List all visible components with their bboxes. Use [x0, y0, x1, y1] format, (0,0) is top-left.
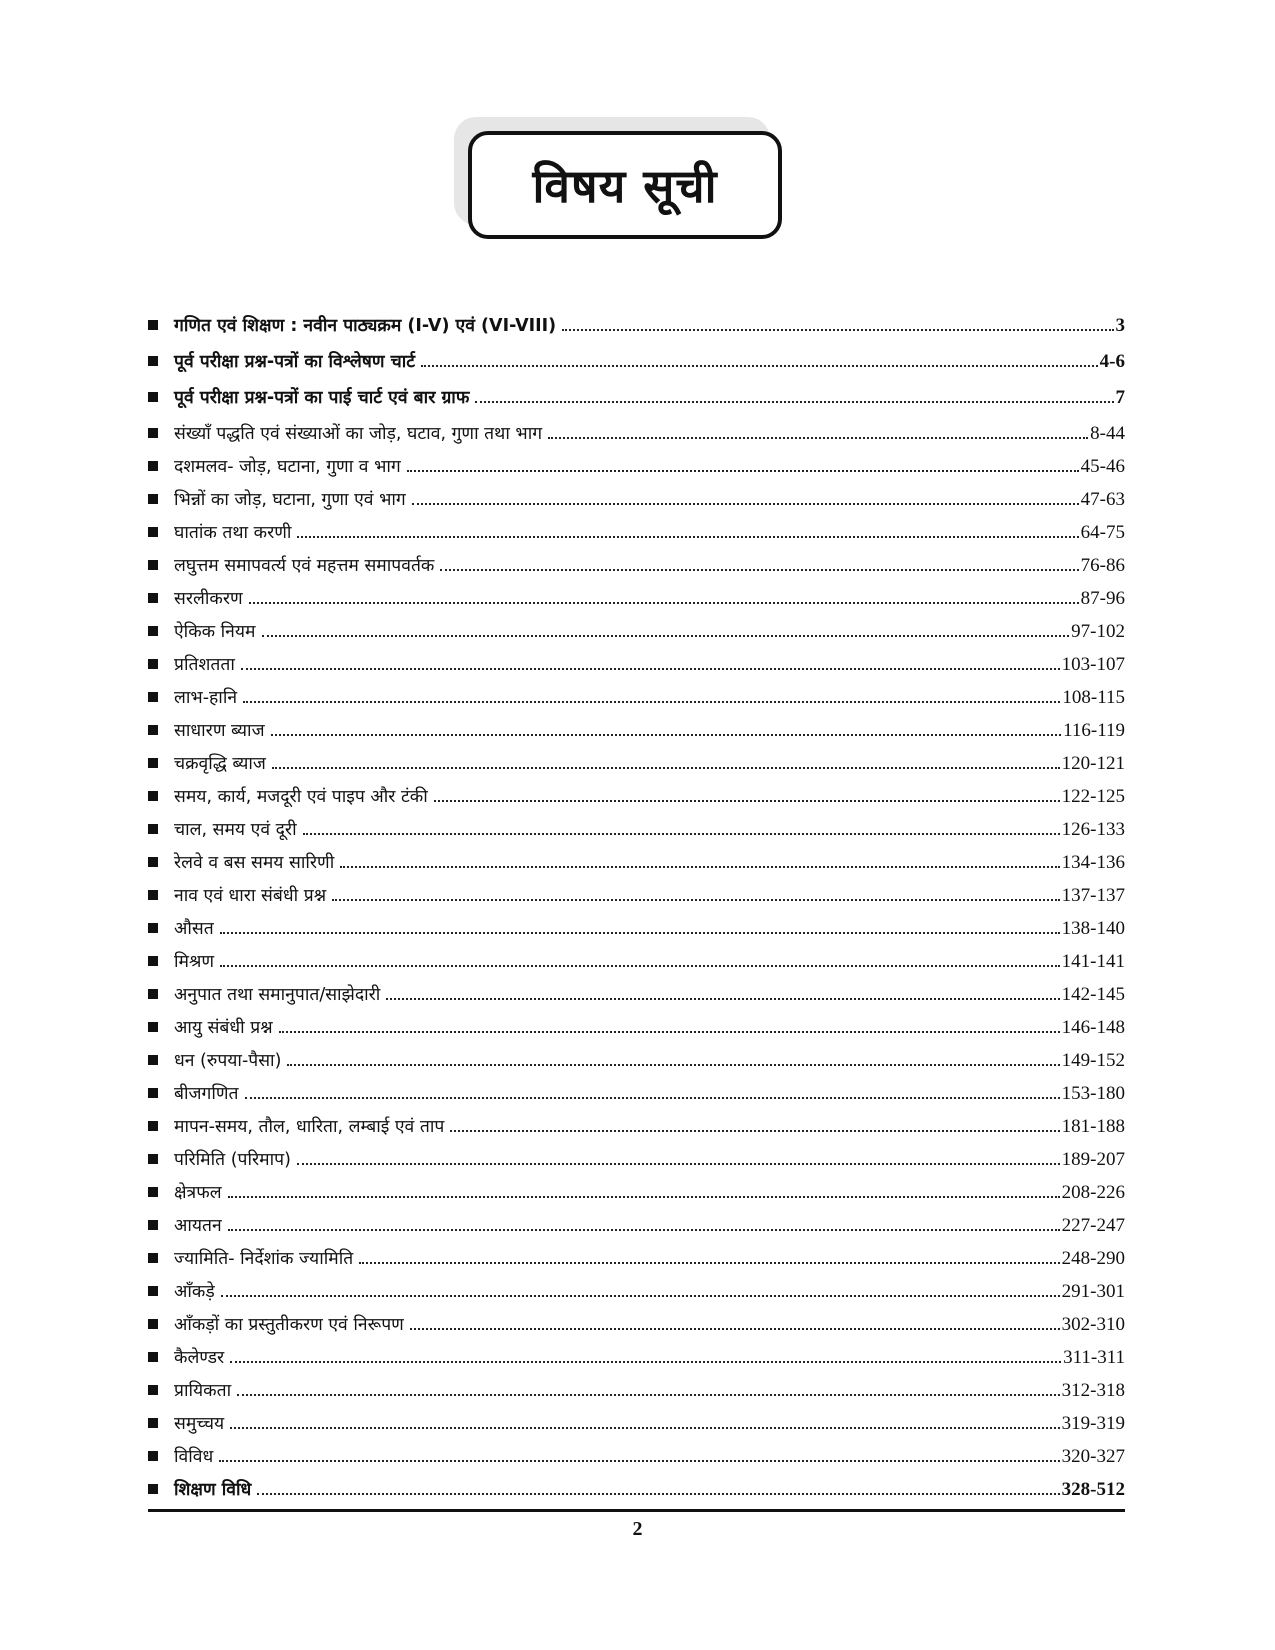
toc-entry-title: पूर्व परीक्षा प्रश्न-पत्रों का विश्लेषण चार्ट — [174, 352, 416, 372]
toc-entry-pages: 149-152 — [1061, 1050, 1125, 1071]
square-bullet-icon — [148, 560, 158, 570]
toc-entry[interactable] — [148, 1015, 1125, 1048]
dot-leader — [562, 329, 1113, 331]
toc-entry-title: परिमिति (परिमाप) — [174, 1150, 291, 1170]
table-of-contents — [148, 313, 1125, 1513]
page-title: विषय सूची — [532, 159, 718, 213]
toc-entry-title: बीजगणित — [174, 1084, 239, 1104]
toc-entry-pages: 320-327 — [1061, 1446, 1125, 1467]
toc-entry[interactable] — [148, 850, 1125, 883]
square-bullet-icon — [148, 989, 158, 999]
toc-entry-title: घातांक तथा करणी — [174, 523, 292, 543]
dot-leader — [297, 1163, 1060, 1165]
toc-entry-pages: 146-148 — [1061, 1017, 1125, 1038]
toc-entry-pages: 47-63 — [1080, 489, 1125, 510]
toc-entry[interactable] — [148, 652, 1125, 685]
dot-leader — [303, 833, 1060, 835]
square-bullet-icon — [148, 890, 158, 900]
toc-entry-title: प्रतिशतता — [174, 655, 235, 675]
square-bullet-icon — [148, 527, 158, 537]
toc-entry[interactable] — [148, 982, 1125, 1015]
toc-entry-title: चक्रवृद्धि ब्याज — [174, 754, 266, 774]
dot-leader — [412, 503, 1079, 505]
toc-entry-title: शिक्षण विधि — [174, 1480, 252, 1500]
toc-entry[interactable] — [148, 1213, 1125, 1246]
dot-leader — [230, 1427, 1060, 1429]
toc-entry-title: दशमलव- जोड़, घटाना, गुणा व भाग — [174, 457, 401, 477]
toc-entry-pages: 97-102 — [1071, 621, 1125, 642]
square-bullet-icon — [148, 1352, 158, 1362]
toc-entry-pages: 189-207 — [1061, 1149, 1125, 1170]
dot-leader — [219, 1460, 1059, 1462]
toc-entry-pages: 8-44 — [1090, 423, 1125, 444]
toc-entry-pages: 208-226 — [1061, 1182, 1125, 1203]
dot-leader — [340, 866, 1059, 868]
toc-entry[interactable] — [148, 751, 1125, 784]
footer-rule — [148, 1509, 1125, 1512]
square-bullet-icon — [148, 461, 158, 471]
dot-leader — [271, 734, 1062, 736]
square-bullet-icon — [148, 1418, 158, 1428]
toc-entry-title: नाव एवं धारा संबंधी प्रश्न — [174, 886, 327, 906]
toc-entry-title: क्षेत्रफल — [174, 1183, 222, 1203]
dot-leader — [228, 1196, 1060, 1198]
toc-entry-title: गणित एवं शिक्षण : नवीन पाठ्यक्रम (I-V) एवं (VI-VIII) — [174, 316, 557, 336]
square-bullet-icon — [148, 1121, 158, 1131]
square-bullet-icon — [148, 1385, 158, 1395]
square-bullet-icon — [148, 1253, 158, 1263]
square-bullet-icon — [148, 1022, 158, 1032]
toc-entry-pages: 120-121 — [1061, 753, 1125, 774]
toc-entry-pages: 302-310 — [1061, 1314, 1125, 1335]
toc-entry[interactable] — [148, 421, 1125, 454]
toc-entry-title: पूर्व परीक्षा प्रश्न-पत्रों का पाई चार्ट एवं बार ग्राफ — [174, 388, 470, 408]
toc-entry-pages: 153-180 — [1061, 1083, 1125, 1104]
square-bullet-icon — [148, 1055, 158, 1065]
toc-entry[interactable] — [148, 520, 1125, 553]
square-bullet-icon — [148, 824, 158, 834]
toc-entry-title: आँकड़े — [174, 1282, 215, 1302]
dot-leader — [262, 635, 1070, 637]
toc-entry[interactable] — [148, 313, 1125, 349]
toc-entry-pages: 7 — [1115, 387, 1125, 408]
title-badge — [454, 117, 794, 245]
dot-leader — [220, 932, 1060, 934]
toc-entry-title: लघुत्तम समापवर्त्य एवं महत्तम समापवर्तक — [174, 556, 435, 576]
dot-leader — [297, 536, 1078, 538]
toc-entry-title: समुच्चय — [174, 1414, 225, 1434]
toc-entry[interactable] — [148, 718, 1125, 751]
toc-entry-pages: 134-136 — [1061, 852, 1125, 873]
square-bullet-icon — [148, 692, 158, 702]
square-bullet-icon — [148, 593, 158, 603]
toc-entry[interactable] — [148, 685, 1125, 718]
toc-entry-title: मापन-समय, तौल, धारिता, लम्बाई एवं ताप — [174, 1117, 445, 1137]
toc-entry[interactable] — [148, 1246, 1125, 1279]
toc-entry[interactable] — [148, 1345, 1125, 1378]
dot-leader — [220, 965, 1060, 967]
toc-entry-pages: 122-125 — [1061, 786, 1125, 807]
square-bullet-icon — [148, 956, 158, 966]
dot-leader — [249, 602, 1079, 604]
dot-leader — [421, 365, 1098, 367]
toc-entry[interactable] — [148, 454, 1125, 487]
title-box — [468, 131, 782, 239]
toc-entry[interactable] — [148, 883, 1125, 916]
square-bullet-icon — [148, 1286, 158, 1296]
toc-entry-title: भिन्नों का जोड़, घटाना, गुणा एवं भाग — [174, 490, 406, 510]
toc-entry-title: मिश्रण — [174, 952, 215, 972]
square-bullet-icon — [148, 428, 158, 438]
square-bullet-icon — [148, 1187, 158, 1197]
square-bullet-icon — [148, 758, 158, 768]
toc-entry-pages: 45-46 — [1080, 456, 1125, 477]
square-bullet-icon — [148, 356, 158, 366]
toc-entry-pages: 142-145 — [1061, 984, 1125, 1005]
toc-entry-title: आँकड़ों का प्रस्तुतीकरण एवं निरूपण — [174, 1315, 404, 1335]
toc-entry-title: प्रायिकता — [174, 1381, 232, 1401]
toc-entry[interactable] — [148, 1411, 1125, 1444]
dot-leader — [548, 437, 1088, 439]
square-bullet-icon — [148, 392, 158, 402]
toc-entry-title: धन (रुपया-पैसा) — [174, 1051, 282, 1071]
toc-entry-title: ज्यामिति- निर्देशांक ज्यामिति — [174, 1249, 354, 1269]
toc-entry-pages: 64-75 — [1080, 522, 1125, 543]
toc-entry-title: अनुपात तथा समानुपात/साझेदारी — [174, 985, 381, 1005]
toc-entry[interactable] — [148, 1147, 1125, 1180]
toc-entry-title: आयु संबंधी प्रश्न — [174, 1018, 273, 1038]
page-number: 2 — [632, 1518, 643, 1540]
toc-entry[interactable] — [148, 1114, 1125, 1147]
dot-leader — [221, 1295, 1060, 1297]
toc-entry[interactable] — [148, 1048, 1125, 1081]
square-bullet-icon — [148, 494, 158, 504]
toc-entry[interactable] — [148, 1378, 1125, 1411]
toc-entry-pages: 328-512 — [1061, 1479, 1125, 1500]
toc-entry-title: औसत — [174, 919, 214, 939]
toc-entry[interactable] — [148, 1477, 1125, 1513]
toc-entry[interactable] — [148, 586, 1125, 619]
dot-leader — [434, 800, 1060, 802]
square-bullet-icon — [148, 1319, 158, 1329]
toc-entry-pages: 312-318 — [1061, 1380, 1125, 1401]
toc-entry-pages: 76-86 — [1080, 555, 1125, 576]
toc-entry[interactable] — [148, 817, 1125, 850]
dot-leader — [228, 1229, 1060, 1231]
toc-entry-pages: 291-301 — [1061, 1281, 1125, 1302]
dot-leader — [287, 1064, 1059, 1066]
toc-entry[interactable] — [148, 553, 1125, 586]
dot-leader — [407, 470, 1079, 472]
toc-entry-title: कैलेण्डर — [174, 1348, 225, 1368]
toc-entry-title: विविध — [174, 1447, 214, 1467]
toc-entry-pages: 116-119 — [1063, 720, 1125, 741]
square-bullet-icon — [148, 791, 158, 801]
toc-entry-pages: 87-96 — [1080, 588, 1125, 609]
toc-entry-pages: 141-141 — [1061, 951, 1125, 972]
toc-entry[interactable] — [148, 784, 1125, 817]
dot-leader — [243, 701, 1060, 703]
square-bullet-icon — [148, 1451, 158, 1461]
toc-entry-title: सरलीकरण — [174, 589, 243, 609]
toc-entry-title: आयतन — [174, 1216, 222, 1236]
toc-entry-pages: 181-188 — [1061, 1116, 1125, 1137]
toc-entry-title: ऐकिक नियम — [174, 622, 256, 642]
square-bullet-icon — [148, 659, 158, 669]
dot-leader — [475, 401, 1113, 403]
square-bullet-icon — [148, 725, 158, 735]
toc-entry-title: लाभ-हानि — [174, 688, 238, 708]
toc-entry-pages: 311-311 — [1063, 1347, 1125, 1368]
dot-leader — [359, 1262, 1059, 1264]
toc-entry-title: साधारण ब्याज — [174, 721, 265, 741]
dot-leader — [237, 1394, 1060, 1396]
toc-entry-pages: 138-140 — [1061, 918, 1125, 939]
toc-entry[interactable] — [148, 349, 1125, 385]
toc-entry-title: समय, कार्य, मजदूरी एवं पाइप और टंकी — [174, 787, 428, 807]
dot-leader — [332, 899, 1060, 901]
toc-entry[interactable] — [148, 916, 1125, 949]
square-bullet-icon — [148, 1220, 158, 1230]
dot-leader — [440, 569, 1078, 571]
toc-entry-pages: 319-319 — [1061, 1413, 1125, 1434]
toc-entry[interactable] — [148, 385, 1125, 421]
square-bullet-icon — [148, 320, 158, 330]
square-bullet-icon — [148, 1088, 158, 1098]
dot-leader — [257, 1493, 1059, 1495]
toc-entry[interactable] — [148, 1180, 1125, 1213]
toc-entry-title: रेलवे व बस समय सारिणी — [174, 853, 335, 873]
toc-entry[interactable] — [148, 487, 1125, 520]
toc-entry-pages: 248-290 — [1061, 1248, 1125, 1269]
dot-leader — [279, 1031, 1060, 1033]
dot-leader — [241, 668, 1060, 670]
dot-leader — [230, 1361, 1061, 1363]
toc-entry[interactable] — [148, 949, 1125, 982]
toc-entry-pages: 3 — [1115, 315, 1125, 336]
toc-entry-pages: 126-133 — [1061, 819, 1125, 840]
toc-entry[interactable] — [148, 1279, 1125, 1312]
square-bullet-icon — [148, 626, 158, 636]
toc-entry[interactable] — [148, 1081, 1125, 1114]
toc-entry-pages: 4-6 — [1099, 351, 1125, 372]
toc-entry-title: संख्याँ पद्धति एवं संख्याओं का जोड़, घटाव, गुणा तथा भाग — [174, 424, 543, 444]
toc-entry-pages: 103-107 — [1061, 654, 1125, 675]
toc-entry-pages: 227-247 — [1061, 1215, 1125, 1236]
toc-entry[interactable] — [148, 1444, 1125, 1477]
dot-leader — [410, 1328, 1060, 1330]
toc-entry-title: चाल, समय एवं दूरी — [174, 820, 297, 840]
toc-entry[interactable] — [148, 1312, 1125, 1345]
dot-leader — [386, 998, 1059, 1000]
toc-entry-pages: 137-137 — [1061, 885, 1125, 906]
square-bullet-icon — [148, 1154, 158, 1164]
square-bullet-icon — [148, 923, 158, 933]
dot-leader — [245, 1097, 1060, 1099]
square-bullet-icon — [148, 1484, 158, 1494]
dot-leader — [272, 767, 1060, 769]
toc-entry[interactable] — [148, 619, 1125, 652]
square-bullet-icon — [148, 857, 158, 867]
dot-leader — [450, 1130, 1059, 1132]
toc-entry-pages: 108-115 — [1062, 687, 1125, 708]
